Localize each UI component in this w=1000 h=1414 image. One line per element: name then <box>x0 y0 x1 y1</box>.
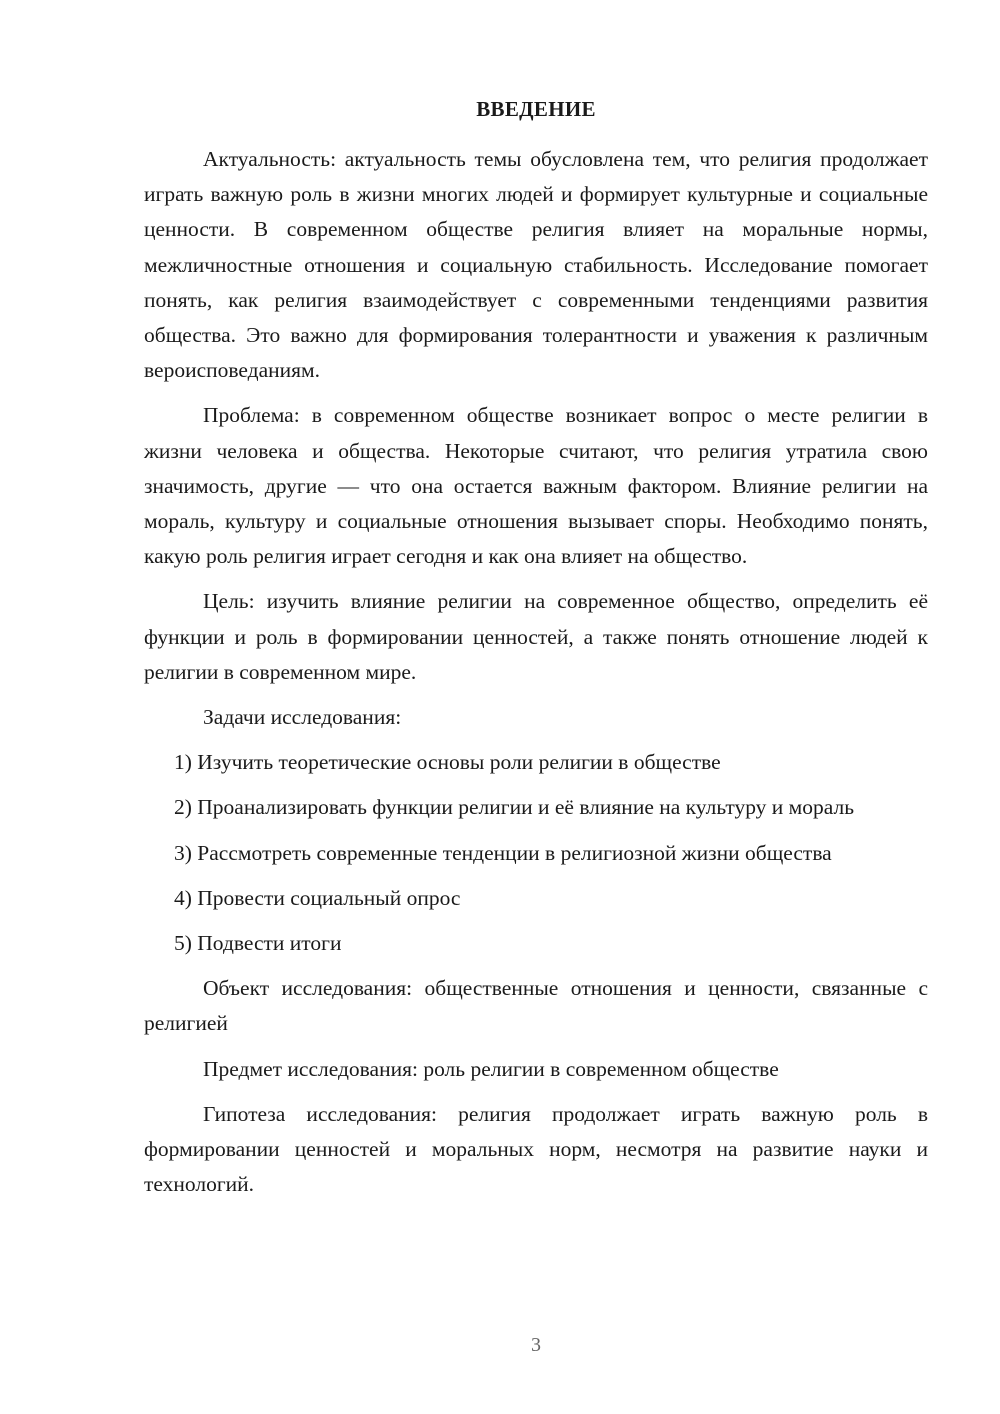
task-item-2: 2) Проанализировать функции религии и её влияние на культуру и мораль <box>174 795 855 820</box>
task-item-1: 1) Изучить теоретические основы роли религии в обществе <box>174 750 721 775</box>
task-item-3: 3) Рассмотреть современные тенденции в религиозной жизни общества <box>174 840 832 865</box>
hypothesis-paragraph: Гипотеза исследования: религия продолжает играть важную роль в формировании ценностей и моральных норм, несмотря на развитие науки и технологий. <box>144 1101 928 1197</box>
task-item-4: 4) Провести социальный опрос <box>174 885 461 910</box>
relevance-paragraph: Актуальность: актуальность темы обусловлена тем, что религия продолжает играть важную роль в жизни многих людей и формирует культурные и социальные ценности. В современном обществе религия влияет на моральные нормы, межличностные отношения и социальную стабильность. Исследование помогает понять, как религия взаимодействует с современными тенденциями развития общества. Это важно для формирования толерантности и уважения к различным вероисповеданиям. <box>144 147 928 383</box>
goal-paragraph: Цель: изучить влияние религии на современное общество, определить её функции и роль в формировании ценностей, а также понять отношение людей к религии в современном мире. <box>144 589 928 684</box>
tasks-heading: Задачи исследования: <box>203 705 402 730</box>
page-title: ВВЕДЕНИЕ <box>476 97 596 121</box>
task-item-5: 5) Подвести итоги <box>174 931 342 956</box>
problem-paragraph: Проблема: в современном обществе возникает вопрос о месте религии в жизни человека и общества. Некоторые считают, что религия утратила свою значимость, другие — что она остается важным фактором. Влияние религии на мораль, культуру и социальные отношения вызывает споры. Необходимо понять, какую роль религия играет сегодня и как она влияет на общество. <box>144 403 928 569</box>
research-subject-paragraph: Предмет исследования: роль религии в современном обществе <box>203 1056 779 1081</box>
research-object-paragraph: Объект исследования: общественные отношения и ценности, связанные с религией <box>144 976 928 1036</box>
page-number: 3 <box>531 1334 541 1356</box>
document-body <box>144 142 928 1212</box>
